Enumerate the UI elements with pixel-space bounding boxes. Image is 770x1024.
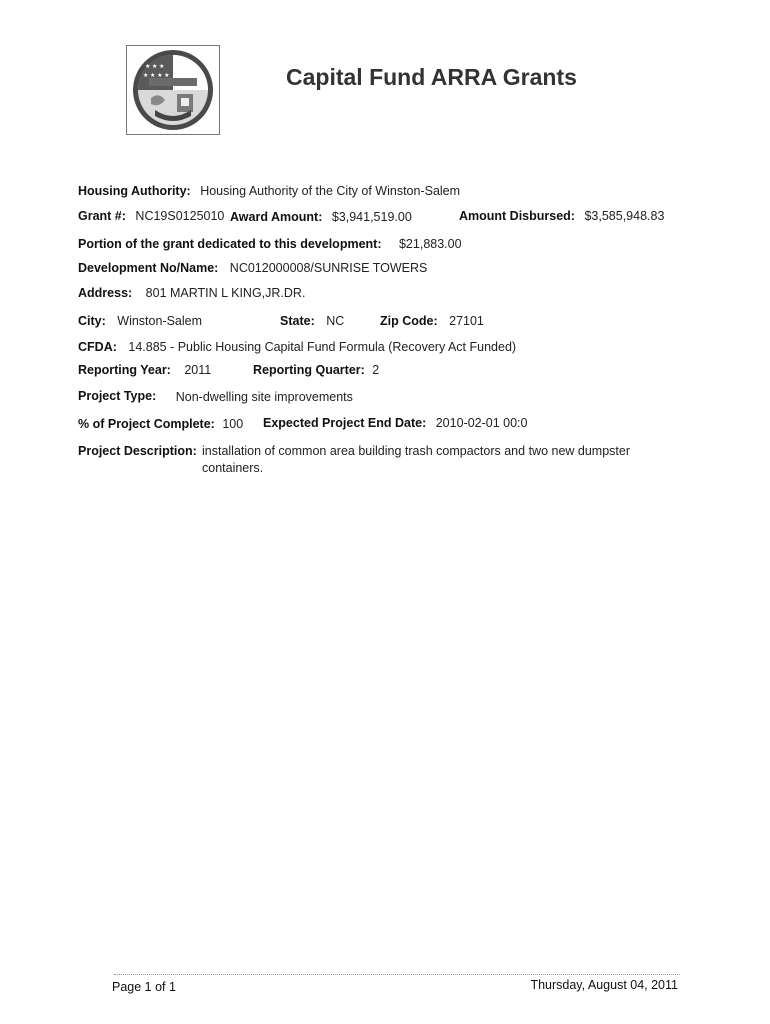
- reporting-year-value: 2011: [184, 363, 212, 377]
- zip-value: 27101: [449, 314, 484, 328]
- reporting-quarter-label: Reporting Quarter:: [253, 363, 365, 377]
- project-type-value: Non-dwelling site improvements: [175, 390, 353, 404]
- percent-complete-row: [78, 416, 243, 432]
- city-value: Winston-Salem: [117, 314, 203, 328]
- end-date-label: Expected Project End Date:: [263, 416, 427, 430]
- page-title: Capital Fund ARRA Grants: [286, 64, 577, 90]
- city-label: City:: [78, 314, 106, 328]
- cfda-row: [78, 339, 516, 355]
- address-row: [78, 285, 305, 301]
- page-number: Page 1 of 1: [112, 980, 176, 994]
- development-label: Development No/Name:: [78, 261, 219, 275]
- state-label: State:: [280, 314, 315, 328]
- grant-number-row: [78, 208, 224, 224]
- portion-value: $21,883.00: [398, 237, 462, 251]
- amount-disbursed-row: [459, 208, 664, 224]
- reporting-year-row: [78, 362, 211, 378]
- footer-divider: [114, 974, 680, 975]
- recovery-seal-icon: [131, 48, 215, 132]
- housing-authority-label: Housing Authority:: [78, 184, 191, 198]
- state-row: [280, 313, 344, 329]
- address-value: 801 MARTIN L KING,JR.DR.: [145, 286, 306, 300]
- award-amount-row: [230, 209, 412, 225]
- amount-disbursed-value: $3,585,948.83: [584, 209, 665, 223]
- housing-authority-row: [78, 183, 460, 199]
- reporting-quarter-row: [253, 362, 379, 378]
- award-amount-label: Award Amount:: [230, 210, 323, 224]
- reporting-year-label: Reporting Year:: [78, 363, 171, 377]
- development-value: NC012000008/SUNRISE TOWERS: [229, 261, 428, 275]
- svg-text:★ ★ ★ ★: ★ ★ ★ ★: [143, 73, 170, 79]
- project-description-row: [78, 443, 197, 459]
- project-type-label: Project Type:: [78, 389, 157, 403]
- svg-text:★ ★ ★: ★ ★ ★: [145, 64, 165, 70]
- grant-number-label: Grant #:: [78, 209, 126, 223]
- award-amount-value: $3,941,519.00: [331, 210, 412, 224]
- print-date: Thursday, August 04, 2011: [530, 978, 678, 992]
- project-description-label: Project Description:: [78, 444, 197, 458]
- recovery-seal-logo: [126, 45, 220, 135]
- end-date-row: [263, 415, 527, 431]
- percent-complete-label: % of Project Complete:: [78, 417, 215, 431]
- housing-authority-value: Housing Authority of the City of Winston-Salem: [200, 184, 461, 198]
- development-row: [78, 260, 427, 276]
- portion-row: [78, 236, 462, 252]
- end-date-value: 2010-02-01 00:0: [435, 416, 528, 430]
- project-type-row: [78, 388, 353, 404]
- zip-row: [380, 313, 484, 329]
- cfda-value: 14.885 - Public Housing Capital Fund Formula (Recovery Act Funded): [128, 340, 517, 354]
- address-label: Address:: [78, 286, 133, 300]
- state-value: NC: [326, 314, 345, 328]
- amount-disbursed-label: Amount Disbursed:: [459, 209, 575, 223]
- zip-label: Zip Code:: [380, 314, 438, 328]
- percent-complete-value: 100: [222, 417, 244, 431]
- reporting-quarter-value: 2: [372, 363, 380, 377]
- project-description-value: installation of common area building trash compactors and two new dumpster containers.: [202, 444, 630, 475]
- cfda-label: CFDA:: [78, 340, 117, 354]
- portion-label: Portion of the grant dedicated to this development:: [78, 237, 382, 251]
- city-row: [78, 313, 202, 329]
- grant-number-value: NC19S0125010: [135, 209, 225, 223]
